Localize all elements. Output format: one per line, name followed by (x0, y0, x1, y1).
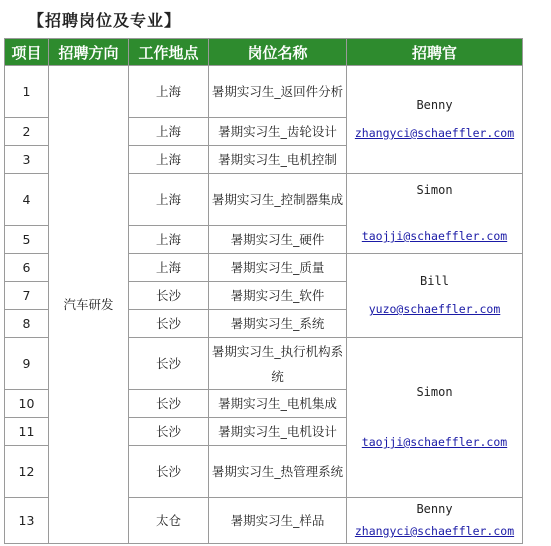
position-cell: 暑期实习生_硬件 (209, 226, 347, 254)
location-cell: 上海 (129, 174, 209, 226)
recruiter-email[interactable]: taojji@schaeffler.com (361, 229, 508, 244)
header-location: 工作地点 (129, 39, 209, 66)
location-cell: 上海 (129, 66, 209, 118)
item-number: 11 (5, 418, 49, 446)
item-number: 6 (5, 254, 49, 282)
item-number: 10 (5, 390, 49, 418)
position-cell: 暑期实习生_齿轮设计 (209, 118, 347, 146)
recruiter-email[interactable]: zhangyci@schaeffler.com (354, 126, 515, 141)
header-direction: 招聘方向 (49, 39, 129, 66)
position-cell: 暑期实习生_电机集成 (209, 390, 347, 418)
recruiter-name: Bill (420, 273, 449, 288)
positions-table (4, 38, 523, 544)
position-cell: 暑期实习生_返回件分析 (209, 66, 347, 118)
recruiter-cell (347, 174, 523, 254)
recruiter-name: Simon (416, 182, 453, 197)
item-number: 4 (5, 174, 49, 226)
item-number: 7 (5, 282, 49, 310)
recruiter-name: Benny (416, 97, 453, 112)
location-cell: 长沙 (129, 282, 209, 310)
position-cell: 暑期实习生_样品 (209, 498, 347, 544)
location-cell: 上海 (129, 226, 209, 254)
location-cell: 长沙 (129, 390, 209, 418)
position-cell: 暑期实习生_执行机构系统 (209, 338, 347, 390)
item-number: 3 (5, 146, 49, 174)
location-cell: 长沙 (129, 418, 209, 446)
header-recruiter: 招聘官 (347, 39, 523, 66)
recruiter-cell (347, 254, 523, 338)
location-cell: 上海 (129, 118, 209, 146)
location-cell: 上海 (129, 254, 209, 282)
position-cell: 暑期实习生_软件 (209, 282, 347, 310)
item-number: 13 (5, 498, 49, 544)
position-cell: 暑期实习生_电机设计 (209, 418, 347, 446)
table-header-row (5, 39, 523, 66)
recruiter-cell (347, 338, 523, 498)
item-number: 9 (5, 338, 49, 390)
recruiter-email[interactable]: taojji@schaeffler.com (361, 435, 508, 450)
position-cell: 暑期实习生_控制器集成 (209, 174, 347, 226)
recruiter-cell (347, 498, 523, 544)
recruiter-email[interactable]: zhangyci@schaeffler.com (354, 524, 515, 539)
item-number: 1 (5, 66, 49, 118)
position-cell: 暑期实习生_热管理系统 (209, 446, 347, 498)
location-cell: 太仓 (129, 498, 209, 544)
header-position: 岗位名称 (209, 39, 347, 66)
position-cell: 暑期实习生_系统 (209, 310, 347, 338)
location-cell: 长沙 (129, 446, 209, 498)
item-number: 8 (5, 310, 49, 338)
recruiter-name: Simon (416, 384, 453, 399)
direction-cell: 汽车研发 (49, 66, 129, 544)
header-item: 项目 (5, 39, 49, 66)
item-number: 12 (5, 446, 49, 498)
position-cell: 暑期实习生_质量 (209, 254, 347, 282)
location-cell: 长沙 (129, 338, 209, 390)
item-number: 5 (5, 226, 49, 254)
table-row (5, 66, 523, 118)
location-cell: 上海 (129, 146, 209, 174)
recruiter-email[interactable]: yuzo@schaeffler.com (368, 302, 501, 317)
page-title: 【招聘岗位及专业】 (28, 11, 182, 30)
position-cell: 暑期实习生_电机控制 (209, 146, 347, 174)
location-cell: 长沙 (129, 310, 209, 338)
item-number: 2 (5, 118, 49, 146)
recruiter-cell (347, 66, 523, 174)
recruiter-name: Benny (416, 501, 453, 516)
